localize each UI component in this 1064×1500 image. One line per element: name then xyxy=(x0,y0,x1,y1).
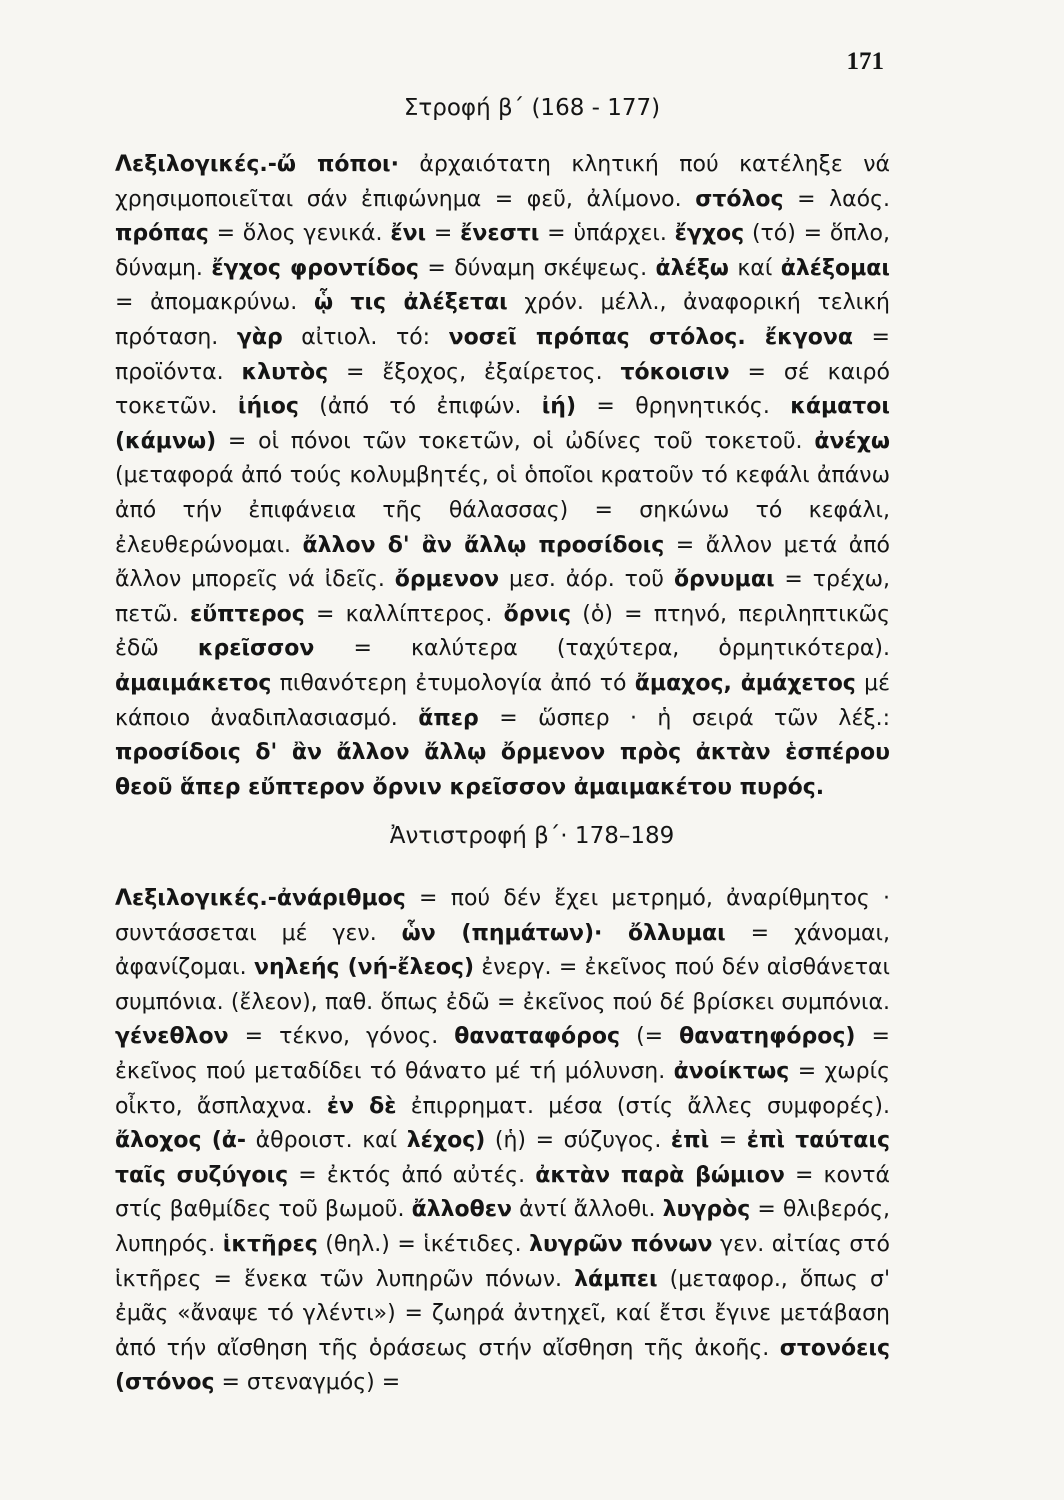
gloss-text: (= xyxy=(620,1024,680,1050)
gloss-text: (μεταφορά ἀπό τούς κολυμβητές, οἱ ὁποῖοι κρατοῦν τό κεφάλι ἀπάνω ἀπό τήν ἐπιφάνεια τῆς θάλασσας) = σηκώνω τό κεφάλι, ἐλευθερώνομαι. xyxy=(115,463,890,558)
lemma-term: λάμπει xyxy=(574,1266,658,1292)
lemma-term: εὔπτερος xyxy=(190,601,305,627)
gloss-text: = ἄλλον μετά ἀπό ἄλλον μπορεῖς νά ἰδεῖς. xyxy=(115,532,891,593)
gloss-text: = xyxy=(426,221,461,247)
gloss-text: = θρηνητικός. xyxy=(576,394,791,420)
lemma-term: ἐπὶ ταύταις ταῖς συζύγοις xyxy=(115,1128,890,1188)
lemma-term: κάματοι (κάμνω) xyxy=(115,394,890,454)
gloss-text: = πού δέν ἔχει μετρημό, ἀναρίθμητος · συντάσσεται μέ γεν. xyxy=(115,886,890,946)
lemma-term: ἱκτῆρες xyxy=(222,1231,318,1257)
lemma-term: ἔνεστι xyxy=(460,221,540,247)
lemma-term: γὰρ xyxy=(236,324,283,350)
lemma-term: στόλος xyxy=(695,186,784,212)
lemma-term: ἀλέξω xyxy=(655,255,729,281)
lemma-term: Λεξιλογικές.-ἀνάριθμος xyxy=(115,886,406,911)
gloss-text: αἰτιολ. τό: xyxy=(282,324,449,350)
lemma-term: ἔγχος xyxy=(674,221,745,247)
gloss-text: = ὑπάρχει. xyxy=(539,221,675,247)
gloss-text: = καλλίπτερος. xyxy=(304,601,504,627)
lemma-term: νηλεής (νή-ἔλεος) xyxy=(254,955,475,981)
glossary-paragraph-antistrophe xyxy=(115,882,890,1401)
lemma-term: ἄλοχος (ἀ- xyxy=(115,1128,247,1154)
gloss-text: = ὅλος γενικά. xyxy=(208,221,391,247)
section-heading-antistrophe: Ἀντιστροφή β΄· 178–189 xyxy=(389,823,675,849)
gloss-text: (ἡ) = σύζυγος. xyxy=(485,1128,671,1154)
gloss-text: = ἀπομακρύνω. xyxy=(115,290,314,316)
lemma-term: ἰή) xyxy=(541,394,576,420)
lemma-term: ἔνι xyxy=(390,221,427,247)
lemma-term: κλυτὸς xyxy=(241,359,329,385)
gloss-text: = χάνομαι, ἀφανίζομαι. xyxy=(115,920,890,981)
page-number: 171 xyxy=(846,48,884,75)
gloss-text: = λαός. xyxy=(783,186,890,212)
lemma-term: ἐν δὲ xyxy=(326,1093,397,1119)
lemma-term: λέχος) xyxy=(406,1128,486,1154)
gloss-text: = θλιβερός, λυπηρός. xyxy=(115,1197,891,1257)
lemma-term: στονόεις (στόνος xyxy=(115,1335,890,1396)
glossary-paragraph-strophe xyxy=(115,148,890,805)
gloss-text: καί xyxy=(728,255,781,281)
lemma-term: ἄλλοθεν xyxy=(411,1197,513,1223)
lemma-term: ὄρμενον xyxy=(394,567,500,593)
lemma-term: ἐπὶ xyxy=(670,1128,710,1154)
lemma-term: νοσεῖ πρόπας στόλος. ἔκγονα xyxy=(448,324,853,350)
gloss-text: χρόν. μέλλ., ἀναφορική τελική πρόταση. xyxy=(115,290,890,350)
gloss-text: = xyxy=(709,1128,747,1154)
gloss-text: μέ κάποιο ἀναδιπλασιασμό. xyxy=(115,670,891,731)
lemma-term: προσίδοις δ' ἂν ἄλλον ἄλλῳ ὄρμενον πρὸς ἀκτὰν ἑσπέρου θεοῦ ἅπερ εὔπτερον ὄρνιν κρεῖσσον ἀμαιμακέτου πυρός. xyxy=(115,740,890,800)
gloss-text: = σέ καιρό τοκετῶν. xyxy=(115,359,890,420)
lemma-term: ἀμαιμάκετος xyxy=(115,670,272,696)
gloss-text: ἀντί ἄλλοθι. xyxy=(512,1197,663,1223)
gloss-text: (θηλ.) = ἱκέτιδες. xyxy=(317,1231,530,1257)
gloss-text: = δύναμη σκέψεως. xyxy=(418,255,656,281)
lemma-term: τόκοισιν xyxy=(620,359,730,385)
section-heading-strophe: Στροφή β΄ (168 - 177) xyxy=(403,95,661,121)
lemma-term: κρεῖσσον xyxy=(197,636,315,662)
gloss-text: (ὁ) = πτηνό, περιληπτικῶς ἐδῶ xyxy=(115,601,890,662)
lemma-term: Λεξιλογικές.-ὤ πόποι· xyxy=(115,152,399,177)
lemma-term: ἀλέξομαι xyxy=(780,255,890,281)
gloss-text: = οἱ πόνοι τῶν τοκετῶν, οἱ ὠδίνες τοῦ τοκετοῦ. xyxy=(216,428,815,454)
lemma-term: ἀκτὰν παρὰ βώμιον xyxy=(535,1162,785,1188)
lemma-term: πρόπας xyxy=(115,221,209,247)
gloss-text: (μεταφορ., ὅπως σ' ἐμᾶς «ἄναψε τό γλέντι») = ζωηρά ἀντηχεῖ, καί ἔτσι ἔγινε μετάβαση ἀπό τήν αἴσθηση τῆς ὁράσεως στήν αἴσθηση τῆς ἀκοῆς. xyxy=(115,1266,891,1361)
gloss-text: = ὥσπερ · ἡ σειρά τῶν λέξ.: xyxy=(478,705,891,731)
lemma-term: ὄρνις xyxy=(503,601,572,627)
lemma-term: λυγρῶν πόνων xyxy=(529,1231,713,1257)
gloss-text: μεσ. ἀόρ. τοῦ xyxy=(499,567,674,593)
lemma-term: ἰήιος xyxy=(237,394,299,420)
gloss-text: γεν. αἰτίας στό ἱκτῆρες = ἕνεκα τῶν λυπηρῶν πόνων. xyxy=(115,1231,890,1292)
lemma-term: ἄλλον δ' ἂν ἄλλῳ προσίδοις xyxy=(302,532,665,558)
lemma-term: ἀνέχω xyxy=(814,428,890,454)
lemma-term: ὧν (πημάτων)· ὄλλυμαι xyxy=(401,920,726,946)
lemma-term: ἄμαχος, ἀμάχετος xyxy=(634,670,856,696)
lemma-term: ὄρνυμαι xyxy=(673,567,775,593)
gloss-text: = στεναγμός) = xyxy=(214,1370,401,1396)
gloss-text: (ἀπό τό ἐπιφών. xyxy=(298,394,542,420)
gloss-text: ἐπιρρηματ. μέσα (στίς ἄλλες συμφορές). xyxy=(396,1093,890,1119)
lemma-term: ἔγχος φροντίδος xyxy=(211,255,419,281)
gloss-text: = κοντά στίς βαθμίδες τοῦ βωμοῦ. xyxy=(115,1162,891,1223)
lemma-term: ἅπερ xyxy=(418,705,479,731)
lemma-term: λυγρὸς xyxy=(662,1197,751,1223)
gloss-text: = ἐκεῖνος πού μεταδίδει τό θάνατο μέ τή μόλυνση. xyxy=(115,1024,890,1084)
gloss-text: = ἔξοχος, ἐξαίρετος. xyxy=(328,359,621,385)
gloss-text: ἐνεργ. = ἐκεῖνος πού δέν αἰσθάνεται συμπόνια. (ἔλεον), παθ. ὅπως ἐδῶ = ἐκεῖνος πού δέ βρίσκει συμπόνια. xyxy=(115,955,890,1015)
gloss-text: = τρέχω, πετῶ. xyxy=(115,567,890,627)
gloss-text: = χωρίς οἶκτο, ἄσπλαχνα. xyxy=(115,1058,891,1119)
lemma-term: γένεθλον xyxy=(115,1024,229,1050)
gloss-text: ἀθροιστ. καί xyxy=(246,1128,407,1154)
gloss-text: = προϊόντα. xyxy=(115,324,890,385)
gloss-text: = ἐκτός ἀπό αὐτές. xyxy=(288,1162,536,1188)
lemma-term: ᾧ τις ἀλέξεται xyxy=(313,290,508,316)
gloss-text: = τέκνο, γόνος. xyxy=(228,1024,455,1050)
gloss-text: = καλύτερα (ταχύτερα, ὁρμητικότερα). xyxy=(314,636,890,662)
lemma-term: θανατηφόρος) xyxy=(679,1024,856,1050)
lemma-term: ἀνοίκτως xyxy=(673,1058,790,1084)
gloss-text: ἀρχαιότατη κλητική πού κατέληξε νά χρησιμοποιεῖται σάν ἐπιφώνημα = φεῦ, ἀλίμονο. xyxy=(115,152,890,212)
gloss-text: (τό) = ὅπλο, δύναμη. xyxy=(115,221,890,281)
gloss-text: πιθανότερη ἐτυμολογία ἀπό τό xyxy=(271,670,635,696)
lemma-term: θαναταφόρος xyxy=(454,1024,621,1050)
